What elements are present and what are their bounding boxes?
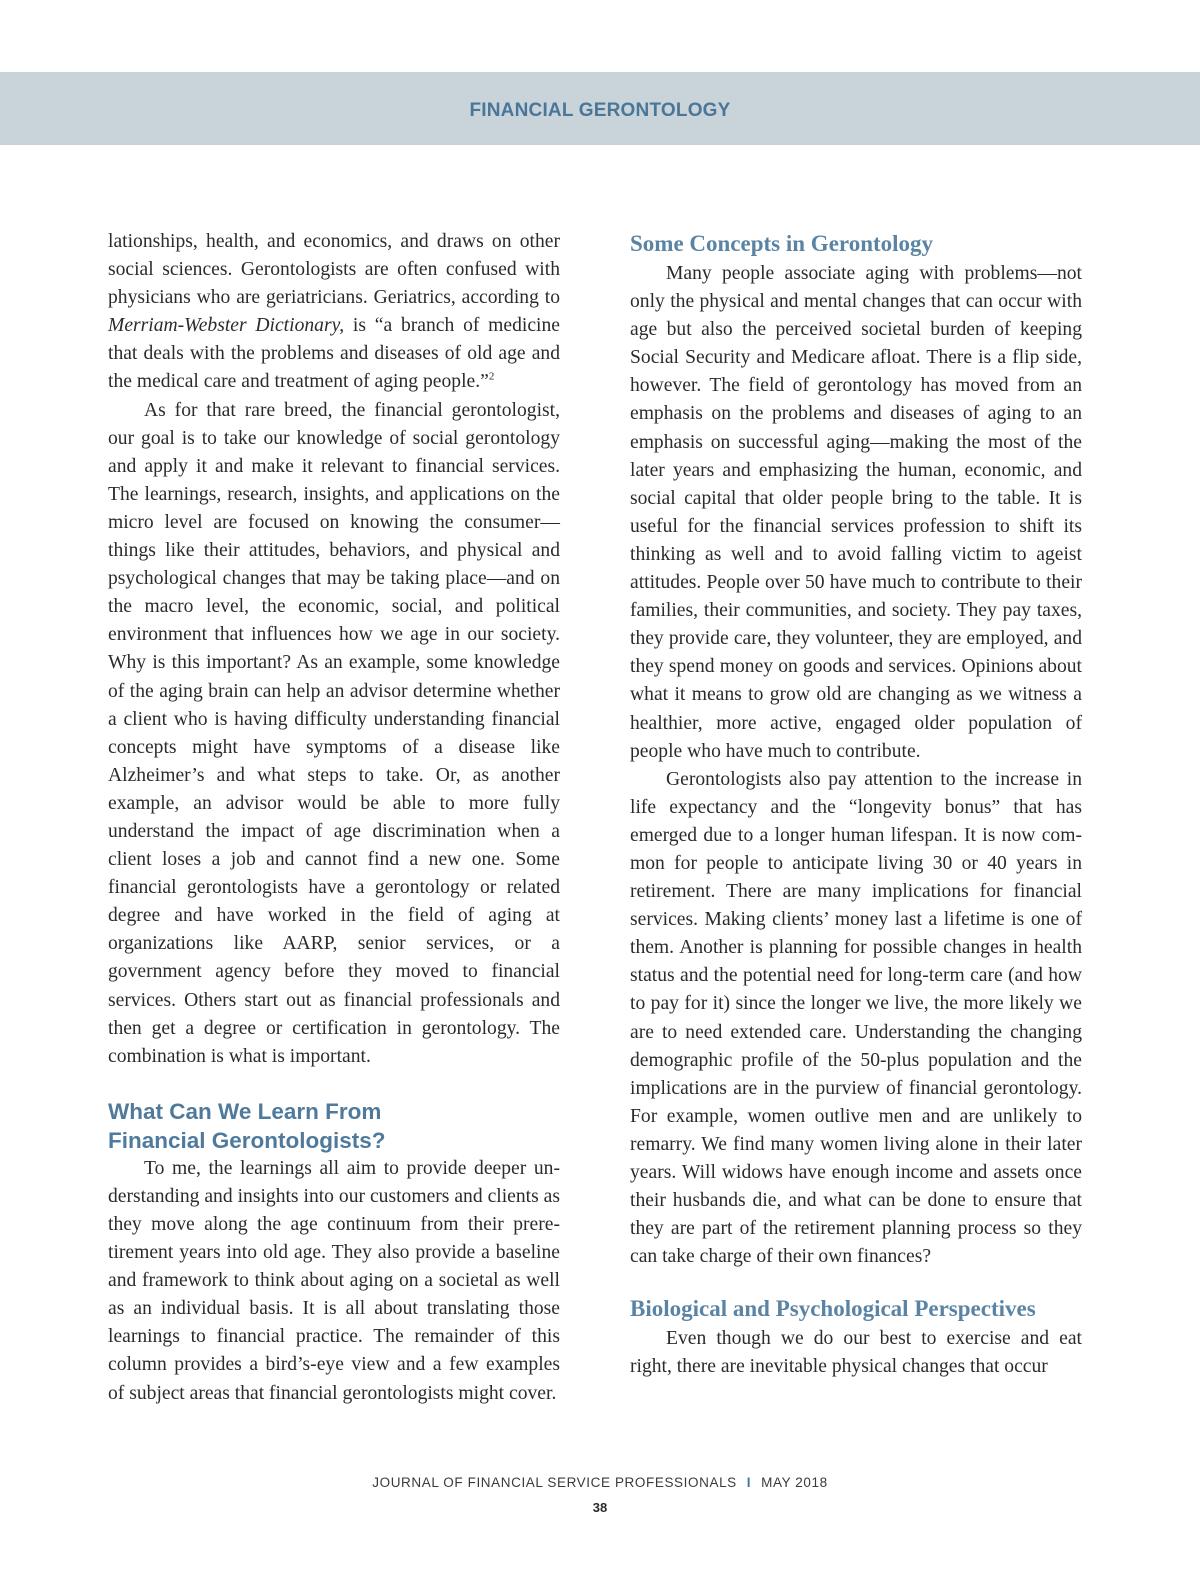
paragraph: Many people associate aging with problems—not only the physical and mental changes that can occur with age but also the perceived societal burden of keeping Social Security and Medicare afloat. There is a flip side, however. The field of gerontology has moved from an emphasis on the problems and diseases of aging to an emphasis on successful aging—making the most of the later years and emphasizing the human, economic, and social capital that older people bring to the table. It is useful for the financial services profession to shift its thinking as well and to avoid falling victim to ageist attitudes. People over 50 have much to contribute to their families, their communities, and society. They pay taxes, they provide care, they volunteer, they are employed, and they spend money on goods and services. Opinions about what it means to grow old are changing as we witness a healthier, more active, engaged older population of people who have much to contribute. bbox=[630, 263, 1082, 762]
right-column bbox=[630, 228, 1082, 1382]
section-heading-learn bbox=[108, 1097, 560, 1155]
dictionary-title: Merriam-Webster Dictionary, bbox=[108, 315, 345, 337]
heading-line: Financial Gerontologists? bbox=[108, 1127, 386, 1153]
issue-date: MAY 2018 bbox=[761, 1475, 828, 1490]
journal-name: JOURNAL OF FINANCIAL SERVICE PROFESSIONALS bbox=[372, 1475, 737, 1490]
left-column bbox=[108, 228, 560, 1408]
paragraph bbox=[108, 228, 560, 397]
page-number: 38 bbox=[592, 1500, 608, 1515]
paragraph: As for that rare breed, the financial gerontologist, our goal is to take our knowledge of social gerontology and apply it and make it relevant to financial services. The learnings, research, insights, and applications on the micro level are focused on knowing the consumer—things like their attitudes, behaviors, and physical and psychological changes that may be taking place—and on the macro level, the economic, social, and political environment that influences how we age in our society. Why is this important? As an example, some knowledge of the aging brain can help an advisor determine whether a client who is having difficulty understanding financial concepts might have symptoms of a disease like Alzheimer’s and what steps to take. Or, as another example, an advisor would be able to more fully understand the impact of age discrimination when a client loses a job and cannot find a new one. Some financial gerontologists have a gerontology or related degree and have worked in the field of aging at organizations like AARP, senior services, or a government agency before they moved to financial services. Others start out as financial professionals and then get a degree or certification in gerontology. The combination is what is important. bbox=[108, 399, 560, 1067]
heading-line: What Can We Learn From bbox=[108, 1098, 382, 1124]
paragraph-text: lationships, health, and economics, and draws on other social sciences. Gerontologists are often confused with physicians who are geriatricians. Geriatrics, according to bbox=[108, 231, 560, 309]
footer bbox=[0, 1475, 1200, 1490]
running-header-title: FINANCIAL GERONTOLOGY bbox=[469, 100, 731, 121]
paragraph-text: is “a branch of medicine that deals with the problems and diseases of old age and the medical care and treatment of aging people.” bbox=[108, 315, 560, 393]
section-heading-biological: Biological and Psychological Perspectives bbox=[630, 1296, 1036, 1322]
paragraph: To me, the learnings all aim to provide deeper understanding and insights into our customers and clients as they move along the age continuum from their preretirement years into old age. They also provide a baseline and framework to think about aging on a societal as well as an individual basis. It is all about translating those learnings to financial practice. The remainder of this column provides a bird’s-eye view and a few examples of subject areas that financial gerontologists might cover. bbox=[108, 1157, 560, 1404]
section-heading-concepts: Some Concepts in Gerontology bbox=[630, 231, 934, 256]
footnote-marker: 2 bbox=[488, 370, 495, 383]
paragraph: Even though we do our best to exercise and eat right, there are inevitable physical changes that occur bbox=[630, 1328, 1082, 1378]
paragraph: Gerontologists also pay attention to the increase in life expectancy and the “longevity bonus” that has emerged due to a longer human lifespan. It is now common for people to anticipate living 30 or 40 years in retirement. There are many implications for financial services. Making clients’ money last a lifetime is one of them. Another is planning for possible changes in health status and the potential need for long-term care (and how to pay for it) since the longer we live, the more likely we are to need extended care. Understanding the changing demographic profile of the 50-plus population and the implications are in the purview of financial gerontology. For example, women outlive men and are unlikely to remarry. We find many women living alone in their later years. Will widows have enough income and assets once their husbands die, and what can be done to ensure that they are part of the retirement planning process so they can take charge of their own finances? bbox=[630, 768, 1082, 1268]
footer-separator: I bbox=[746, 1475, 752, 1490]
